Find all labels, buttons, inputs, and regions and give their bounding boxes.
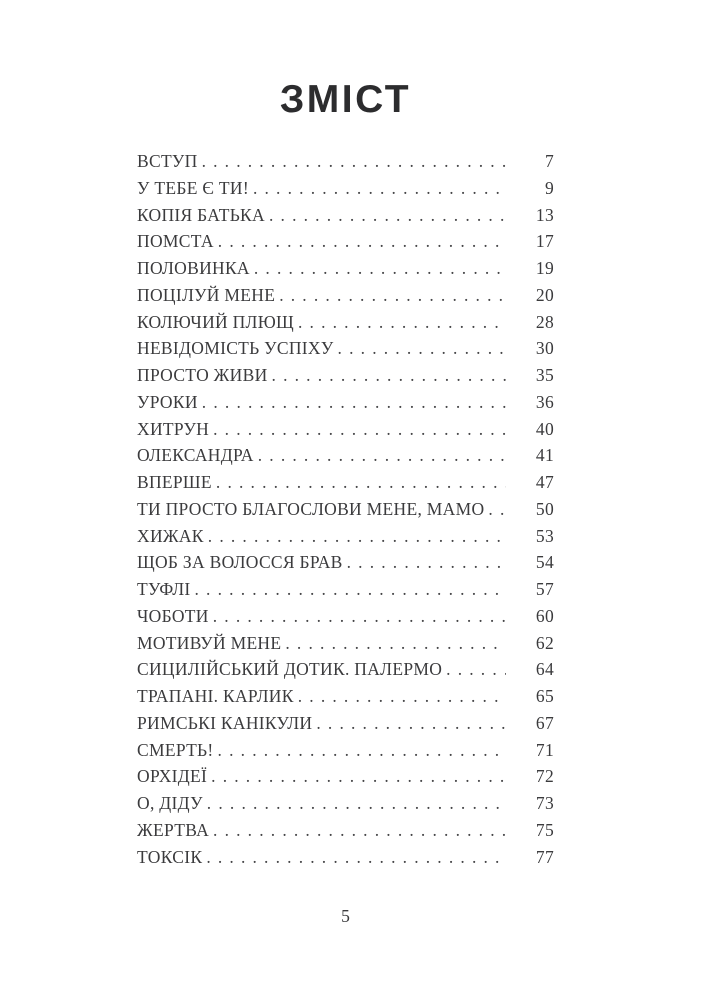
toc-entry-label: МОТИВУЙ МЕНЕ	[137, 632, 282, 653]
toc-entry-label: ПОМСТА	[137, 231, 214, 252]
toc-entry-label: ОРХІДЕЇ	[137, 766, 208, 787]
toc-entry-label: ПОЛОВИНКА	[137, 258, 250, 278]
toc-leader-dots	[488, 499, 506, 520]
toc-entry	[137, 606, 554, 633]
toc-leader-dots	[213, 419, 506, 440]
toc-entry-page: 72	[535, 766, 554, 787]
toc-entry-page: 60	[535, 605, 554, 626]
toc-leader-dots	[218, 231, 506, 252]
toc-entry-label: ПРОСТО ЖИВИ	[137, 365, 268, 385]
toc-entry-page: 17	[535, 231, 554, 252]
toc-entry-label: ТИ ПРОСТО БЛАГОСЛОВИ МЕНЕ, МАМО	[137, 498, 485, 519]
toc-entry-label: ТРАПАНІ. КАРЛИК	[137, 686, 294, 706]
toc-entry-label: КОЛЮЧИЙ ПЛЮЩ	[137, 311, 294, 332]
toc-entry-label: У ТЕБЕ Є ТИ!	[137, 177, 249, 198]
toc-entry-page: 40	[535, 418, 554, 439]
toc-entry	[137, 419, 554, 446]
toc-leader-dots	[213, 820, 506, 841]
toc-entry	[137, 526, 554, 553]
toc-entry-page: 50	[535, 498, 554, 519]
toc-leader-dots	[213, 606, 506, 627]
toc-entry	[137, 847, 554, 874]
toc-entry-label: ПОЦІЛУЙ МЕНЕ	[137, 284, 276, 305]
toc-entry-page: 20	[535, 284, 554, 305]
toc-leader-dots	[195, 579, 507, 600]
toc-entry-page: 19	[535, 258, 554, 278]
toc-entry	[137, 740, 554, 767]
toc-entry-label: РИМСЬКІ КАНІКУЛИ	[137, 712, 313, 733]
toc-entry-label: УРОКИ	[137, 391, 198, 412]
toc-entry-page: 47	[535, 472, 554, 492]
toc-entry-label: ВПЕРШЕ	[137, 472, 212, 492]
toc-entry	[137, 392, 554, 419]
toc-entry	[137, 231, 554, 258]
toc-entry-label: О, ДІДУ	[137, 793, 203, 813]
toc-leader-dots	[208, 526, 506, 547]
toc-entry-page: 13	[535, 204, 554, 225]
toc-entry-page: 7	[544, 151, 554, 171]
toc-entry	[137, 472, 554, 499]
toc-entry	[137, 258, 554, 285]
toc-entry-label: ТОКСІК	[137, 846, 203, 867]
toc-leader-dots	[285, 633, 506, 654]
toc-entry-page: 62	[535, 632, 554, 653]
toc-entry-page: 71	[535, 739, 554, 760]
toc-entry-page: 64	[535, 659, 554, 680]
toc-entry	[137, 713, 554, 740]
page-number: 5	[341, 906, 350, 926]
toc-entry	[137, 659, 554, 686]
toc-entry	[137, 686, 554, 713]
page-title: ЗМІСТ	[279, 78, 412, 121]
toc-entry	[137, 793, 554, 820]
toc-entry	[137, 499, 554, 526]
toc-entry	[137, 445, 554, 472]
toc-entry-label: СИЦИЛІЙСЬКИЙ ДОТИК. ПАЛЕРМО	[137, 659, 443, 680]
toc-entry-page: 9	[544, 177, 554, 198]
toc-leader-dots	[269, 205, 506, 226]
toc-entry	[137, 338, 554, 365]
toc-leader-dots	[206, 847, 506, 868]
toc-entry-page: 73	[535, 793, 554, 813]
toc-leader-dots	[207, 793, 506, 814]
toc-entry-label: ЖЕРТВА	[137, 819, 210, 840]
toc-leader-dots	[254, 258, 506, 279]
toc-entry-label: КОПІЯ БАТЬКА	[137, 204, 265, 225]
toc-leader-dots	[218, 740, 506, 761]
toc-leader-dots	[316, 713, 506, 734]
toc-entry	[137, 365, 554, 392]
toc-entry-page: 54	[535, 552, 554, 573]
toc-entry-page: 30	[535, 338, 554, 359]
toc-entry	[137, 766, 554, 793]
toc-entry-label: ОЛЕКСАНДРА	[137, 445, 254, 466]
toc-leader-dots	[279, 285, 506, 306]
toc-entry	[137, 579, 554, 606]
toc-entry-label: ХИЖАК	[137, 525, 204, 546]
toc-entry-label: ВСТУП	[137, 151, 198, 171]
toc-entry-page: 65	[535, 686, 554, 706]
toc-entry	[137, 205, 554, 232]
toc-entry	[137, 820, 554, 847]
toc-leader-dots	[253, 178, 506, 199]
toc-leader-dots	[298, 686, 506, 707]
toc-entry-page: 53	[535, 525, 554, 546]
toc-leader-dots	[216, 472, 506, 493]
toc-entry	[137, 312, 554, 339]
toc-entry	[137, 552, 554, 579]
toc-entry-label: ЧОБОТИ	[137, 605, 209, 626]
toc-entry-page: 41	[535, 445, 554, 466]
toc-leader-dots	[446, 659, 506, 680]
toc-entry	[137, 151, 554, 178]
toc-leader-dots	[298, 312, 506, 333]
toc-entry-page: 75	[535, 819, 554, 840]
toc-leader-dots	[211, 766, 506, 787]
toc-list	[137, 151, 554, 873]
toc-entry	[137, 178, 554, 205]
toc-entry-label: НЕВІДОМІСТЬ УСПІХУ	[137, 338, 334, 359]
toc-entry-page: 77	[535, 846, 554, 867]
toc-entry	[137, 633, 554, 660]
toc-entry-page: 67	[535, 712, 554, 733]
toc-entry-page: 28	[535, 311, 554, 332]
toc-leader-dots	[202, 151, 506, 172]
toc-entry-page: 36	[535, 391, 554, 412]
toc-entry-page: 35	[535, 365, 554, 385]
toc-entry-label: ТУФЛІ	[137, 579, 191, 599]
toc-leader-dots	[202, 392, 506, 413]
toc-entry-page: 57	[535, 579, 554, 599]
toc-leader-dots	[338, 338, 506, 359]
toc-leader-dots	[258, 445, 506, 466]
toc-leader-dots	[347, 552, 506, 573]
toc-entry	[137, 285, 554, 312]
toc-leader-dots	[272, 365, 506, 386]
toc-entry-label: ЩОБ ЗА ВОЛОССЯ БРАВ	[137, 552, 343, 573]
toc-entry-label: СМЕРТЬ!	[137, 739, 214, 760]
toc-entry-label: ХИТРУН	[137, 418, 210, 439]
